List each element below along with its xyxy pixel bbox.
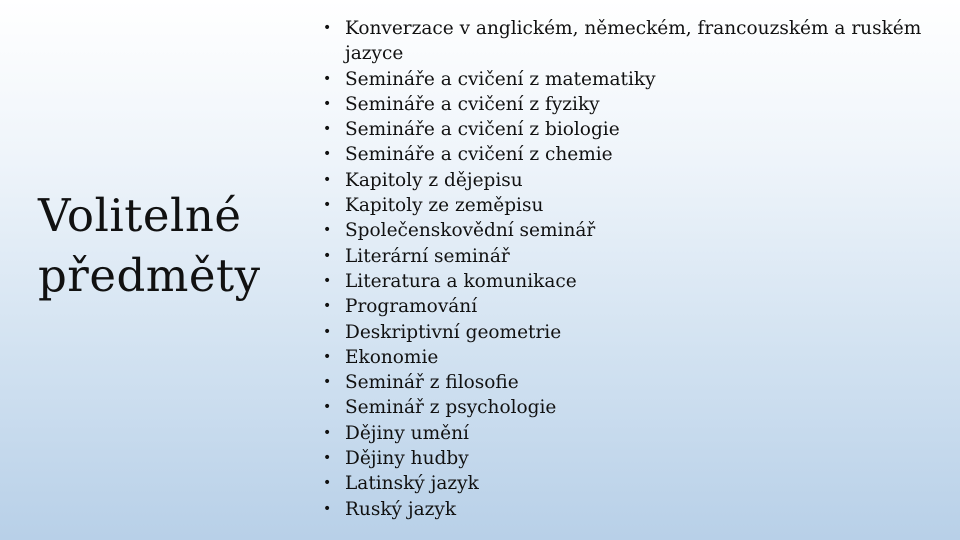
bullet-icon: • xyxy=(323,399,332,416)
bullet-icon: • xyxy=(323,197,332,214)
bullet-icon: • xyxy=(323,298,332,315)
list-item xyxy=(322,92,942,117)
list-item-text: Ekonomie xyxy=(345,346,439,368)
bullet-icon: • xyxy=(323,222,332,239)
list-item-text: Kapitoly ze zeměpisu xyxy=(345,195,544,217)
bullet-icon: • xyxy=(323,424,332,441)
list-item-text: Programování xyxy=(345,296,478,318)
list-item-text: Společenskovědní seminář xyxy=(345,220,596,242)
list-item-text: Konverzace v anglickém, německém, francouzském a ruském jazyce xyxy=(345,18,922,65)
list-item-text: Latinský jazyk xyxy=(345,473,479,495)
bullet-icon: • xyxy=(323,475,332,492)
list-item xyxy=(322,67,942,92)
bullet-icon: • xyxy=(323,500,332,517)
list-item-text: Semináře a cvičení z chemie xyxy=(345,144,613,166)
slide-title-line-2: předměty xyxy=(38,249,261,302)
list-item xyxy=(322,294,942,319)
list-item xyxy=(322,244,942,269)
list-item xyxy=(322,446,942,471)
list-item-text: Dějiny umění xyxy=(345,422,469,444)
list-item-text: Kapitoly z dějepisu xyxy=(345,169,523,191)
list-item xyxy=(322,269,942,294)
bullet-icon: • xyxy=(323,95,332,112)
slide-title xyxy=(38,186,308,306)
list-item xyxy=(322,218,942,243)
bullet-icon: • xyxy=(323,374,332,391)
bullet-icon: • xyxy=(323,450,332,467)
list-item-text: Semináře a cvičení z biologie xyxy=(345,119,620,141)
bullet-icon: • xyxy=(323,146,332,163)
bullet-icon: • xyxy=(323,247,332,264)
list-item xyxy=(322,395,942,420)
list-item xyxy=(322,16,942,67)
list-item-text: Literární seminář xyxy=(345,245,510,267)
list-item xyxy=(322,421,942,446)
bullet-icon: • xyxy=(323,70,332,87)
list-item xyxy=(322,497,942,522)
list-item xyxy=(322,117,942,142)
list-item xyxy=(322,142,942,167)
list-item-text: Ruský jazyk xyxy=(345,498,457,520)
list-item-text: Semináře a cvičení z matematiky xyxy=(345,68,656,90)
list-item xyxy=(322,193,942,218)
bullet-icon: • xyxy=(323,323,332,340)
bullet-icon: • xyxy=(323,20,332,36)
list-item xyxy=(322,320,942,345)
list-item-text: Semináře a cvičení z fyziky xyxy=(345,93,600,115)
list-item-text: Dějiny hudby xyxy=(345,448,469,470)
list-item-text: Literatura a komunikace xyxy=(345,270,577,292)
bullet-icon: • xyxy=(323,272,332,289)
list-item-text: Seminář z psychologie xyxy=(345,397,557,419)
bullet-icon: • xyxy=(323,171,332,188)
list-item xyxy=(322,345,942,370)
list-item xyxy=(322,370,942,395)
bullet-icon: • xyxy=(323,348,332,365)
list-item-text: Seminář z filosofie xyxy=(345,372,519,394)
elective-subjects-list xyxy=(322,16,942,522)
list-item xyxy=(322,168,942,193)
bullet-icon: • xyxy=(323,121,332,138)
slide-title-line-1: Volitelné xyxy=(38,189,242,242)
list-item-text: Deskriptivní geometrie xyxy=(345,321,562,343)
list-item xyxy=(322,471,942,496)
